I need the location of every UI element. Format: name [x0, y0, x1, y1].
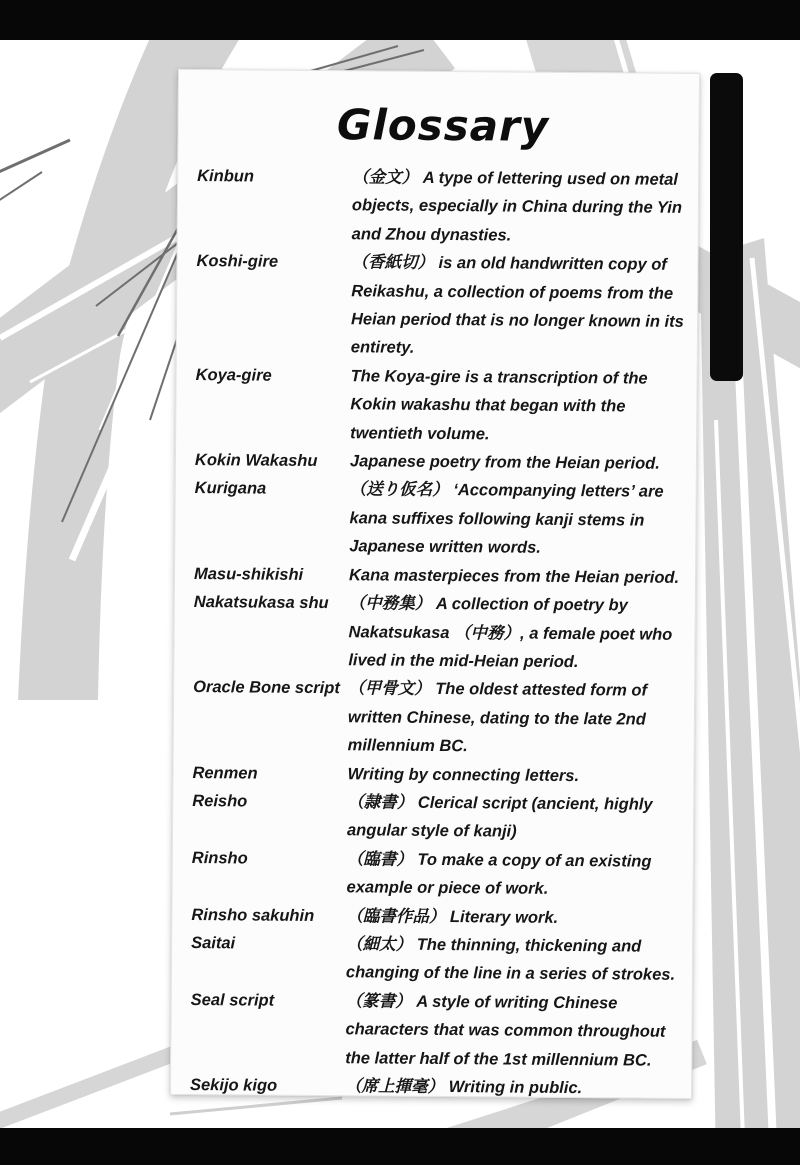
glossary-term: Reisho	[192, 791, 248, 811]
glossary-definition: （臨書作品） Literary work.	[346, 906, 559, 927]
glossary-entry	[190, 986, 682, 1075]
glossary-entry	[195, 361, 687, 450]
glossary-entry	[191, 844, 682, 905]
glossary-term: Sekijo kigo	[189, 1076, 278, 1095]
glossary-entry	[191, 929, 682, 990]
glossary-entry	[191, 901, 682, 933]
glossary-term: Renmen	[192, 763, 258, 783]
glossary-entry	[193, 588, 685, 677]
glossary-definition: （席上揮毫） Writing in public.	[344, 1077, 583, 1098]
glossary-term: Seal script	[190, 990, 275, 1010]
glossary-term: Koya-gire	[195, 365, 272, 385]
glossary-panel	[170, 69, 700, 1099]
glossary-term: Rinsho	[191, 848, 248, 868]
glossary-term: Kurigana	[194, 479, 267, 499]
glossary-definition: Japanese poetry from the Heian period.	[349, 452, 660, 473]
glossary-definition: （臨書） To make a copy of an existing example or piece of work.	[346, 850, 652, 898]
glossary-definition: Writing by connecting letters.	[347, 764, 580, 785]
glossary-entry	[190, 1071, 681, 1103]
glossary-term: Oracle Bone script	[193, 678, 340, 698]
glossary-definition: （隷書） Clerical script (ancient, highly angular style of kanji)	[346, 793, 653, 841]
glossary-definition: （送り仮名） ‘Accompanying letters’ are kana suffixes following kanji stems in Japanese written words.	[349, 480, 664, 558]
glossary-term: Kinbun	[197, 167, 255, 186]
glossary-term: Rinsho sakuhin	[191, 905, 315, 925]
glossary-definition: （甲骨文） The oldest attested form of written Chinese, dating to the late 2nd millennium BC.	[347, 679, 648, 756]
glossary-definition: （中務集） A collection of poetry by Nakatsukasa （中務）, a female poet who lived in the mid-Heian period.	[348, 594, 673, 671]
glossary-definition: （篆書） A style of writing Chinese characters that was common throughout the latter half of the 1st millennium BC.	[345, 992, 666, 1070]
glossary-entry	[196, 247, 688, 364]
top-black-bar	[0, 0, 800, 40]
glossary-entry	[194, 560, 685, 592]
glossary-term: Nakatsukasa shu	[193, 593, 329, 613]
glossary-entry	[195, 446, 686, 478]
bottom-black-bar	[0, 1128, 800, 1165]
glossary-definition: （金文） A type of lettering used on metal objects, especially in China during the Yin and Zhou dynasties.	[351, 168, 683, 245]
glossary-definition: The Koya-gire is a transcription of the Kokin wakashu that began with the twentieth volume.	[350, 367, 648, 444]
glossary-entry	[197, 162, 689, 251]
glossary-list	[190, 162, 688, 1103]
glossary-entry	[192, 787, 683, 848]
glossary-term: Kokin Wakashu	[194, 451, 318, 471]
glossary-definition: （細太） The thinning, thickening and changing of the line in a series of strokes.	[345, 935, 676, 985]
glossary-entry	[194, 475, 686, 564]
glossary-term: Masu-shikishi	[193, 564, 304, 584]
glossary-definition: （香紙切） is an old handwritten copy of Reikashu, a collection of poems from the Heian period that is no longer known in its entirety.	[350, 253, 684, 358]
right-black-panel-bar	[710, 73, 743, 381]
glossary-definition: Kana masterpieces from the Heian period.	[348, 565, 680, 587]
glossary-term: Saitai	[191, 933, 236, 953]
glossary-term: Koshi-gire	[196, 252, 279, 271]
glossary-entry	[193, 673, 685, 762]
glossary-entry	[192, 759, 683, 791]
glossary-title: Glossary	[336, 100, 550, 151]
